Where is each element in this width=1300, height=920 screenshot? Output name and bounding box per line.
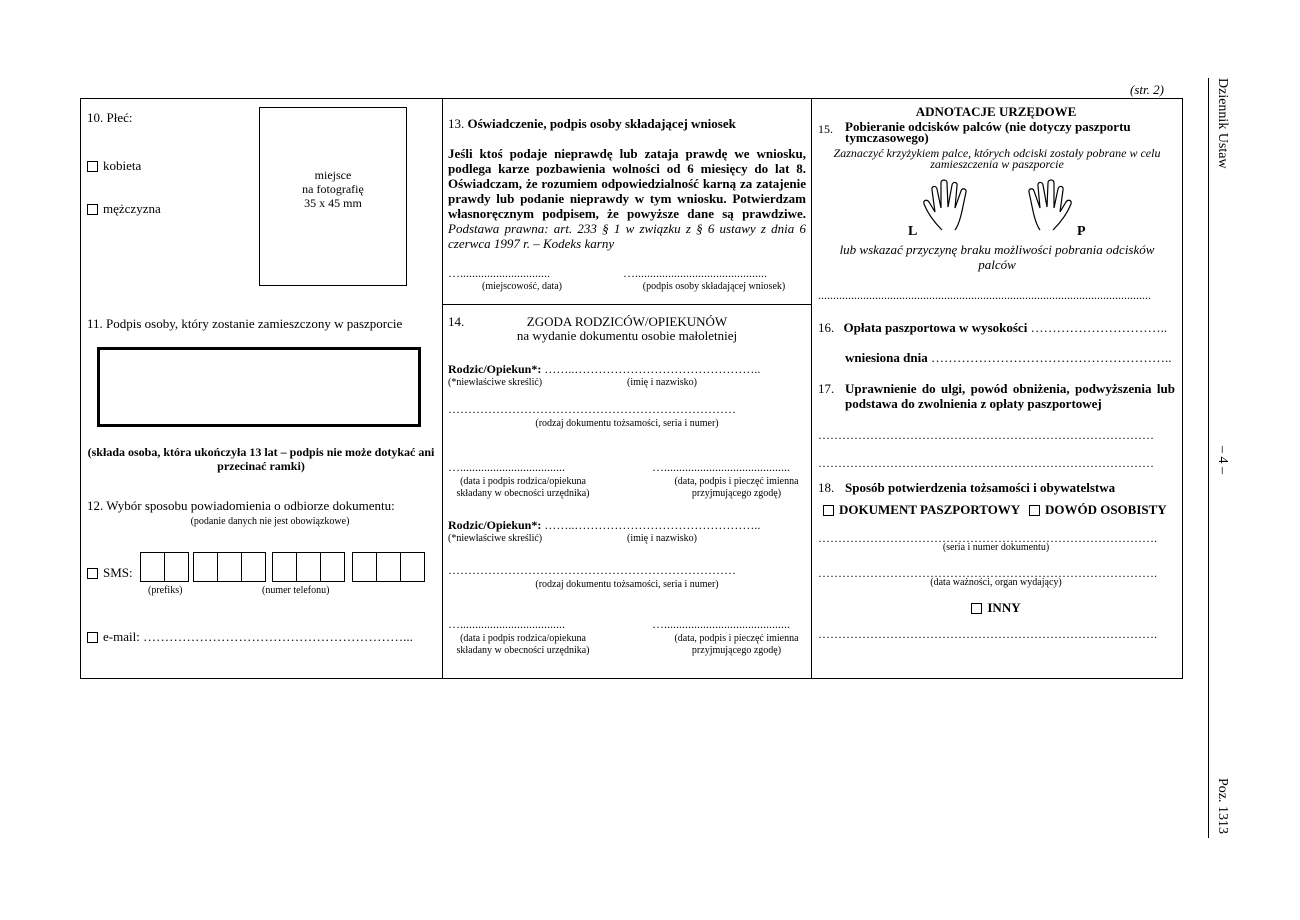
s14-subtitle: na wydanie dokumentu osobie małoletniej <box>516 328 738 343</box>
checkbox-icon[interactable] <box>1029 505 1040 516</box>
s18-validity-dots[interactable]: …………………………………………………………………………. <box>818 566 1157 580</box>
prefix-label: (prefiks) <box>148 585 183 596</box>
column-divider-1 <box>442 98 443 678</box>
s12-title: 12. Wybór sposobu powiadomienia o odbiorze dokumentu: <box>87 498 395 513</box>
s13-number: 13. <box>448 116 465 131</box>
s18-options <box>823 502 1167 517</box>
passport-option[interactable] <box>823 502 1020 517</box>
s18-serial-label: (seria i numer dokumentu) <box>942 542 1050 553</box>
side-rule <box>1208 78 1209 838</box>
phone-label: (numer telefonu) <box>262 585 330 596</box>
s12-subtitle: (podanie danych nie jest obowiązkowe) <box>190 516 350 527</box>
s17-dots-2[interactable]: ………………………………………………………………………… <box>818 456 1154 470</box>
s13-title: Oświadczenie, podpis osoby składającej wniosek <box>467 116 736 131</box>
parent2-row[interactable] <box>448 518 760 532</box>
s18-title: Sposób potwierdzenia tożsamości i obywatelstwa <box>845 480 1116 495</box>
s18-number: 18. <box>818 480 835 495</box>
email-label: e-mail: ……………………………………………………... <box>103 629 413 644</box>
parent1-doc-dots[interactable]: ……………………………………………………………… <box>448 402 736 416</box>
phone-cell[interactable] <box>241 552 266 582</box>
s13-header <box>448 116 736 131</box>
s16-paid-label: wniesiona dnia <box>845 350 928 365</box>
parent1-name-label: (imię i nazwisko) <box>627 377 697 388</box>
parent2-strike-note: (*niewłaściwe skreślić) <box>448 533 543 544</box>
parent2-doc-dots[interactable]: ……………………………………………………………… <box>448 563 736 577</box>
phone-cell[interactable] <box>320 552 345 582</box>
checkbox-icon[interactable] <box>87 568 98 579</box>
other-option-label: INNY <box>987 600 1021 615</box>
s10-title: 10. Płeć: <box>87 110 133 125</box>
parent1-sig-dots[interactable]: …................................... <box>448 460 565 474</box>
id-card-option-label: DOWÓD OSOBISTY <box>1044 502 1167 517</box>
id-card-option[interactable] <box>1029 502 1167 517</box>
parent1-strike-note: (*niewłaściwe skreślić) <box>448 377 543 388</box>
s15-instruction: Zaznaczyć krzyżykiem palce, których odciski zostały pobrane w celu zamieszczenia w paszporcie <box>833 146 1161 171</box>
email-option[interactable] <box>87 629 413 644</box>
s15-number: 15. <box>818 122 833 136</box>
s17-number: 17. <box>818 381 835 396</box>
photo-box <box>259 107 407 286</box>
parent2-clerk-label: (data, podpis i pieczęć imienna przyjmującego zgodę) <box>674 633 799 656</box>
phone-cell[interactable] <box>352 552 377 582</box>
s17-title: Uprawnienie do ulgi, powód obniżenia, podwyższenia lub podstawa do zwolnienia z opłaty paszportowej <box>845 381 1175 411</box>
s18-other-dots[interactable]: …………………………………………………………………………. <box>818 627 1157 641</box>
admin-title: ADNOTACJE URZĘDOWE <box>915 104 1077 119</box>
left-hand-label: L <box>908 224 918 239</box>
s16-fee-row[interactable] <box>818 320 1167 335</box>
s15-reason-dots[interactable]: ............................................................................................................... <box>818 288 1151 302</box>
s10-option-male[interactable] <box>87 201 161 216</box>
s17-dots-1[interactable]: ………………………………………………………………………… <box>818 428 1154 442</box>
s16-number: 16. <box>818 320 835 335</box>
s15-title: Pobieranie odcisków palców (nie dotyczy paszportu tymczasowego) <box>845 119 1131 145</box>
phone-cell[interactable] <box>217 552 242 582</box>
s10-option-male-label: mężczyzna <box>103 201 161 216</box>
checkbox-icon[interactable] <box>971 603 982 614</box>
signature-frame[interactable] <box>97 347 421 427</box>
s16-fee-dots: ………………………….. <box>1030 320 1168 335</box>
s18-serial-dots[interactable]: …………………………………………………………………………. <box>818 531 1157 545</box>
parent1-clerk-label: (data, podpis i pieczęć imienna przyjmującego zgodę) <box>674 476 799 499</box>
checkbox-icon[interactable] <box>87 161 98 172</box>
s13-s14-divider <box>442 304 811 305</box>
s15-reason: lub wskazać przyczynę braku możliwości pobrania odcisków palców <box>839 242 1155 272</box>
page-number: (str. 2) <box>1130 82 1164 97</box>
side-page-number: – 4 – <box>1215 446 1230 474</box>
passport-option-label: DOKUMENT PASZPORTOWY <box>839 502 1020 517</box>
parent2-label: Rodzic/Opiekun*: <box>448 518 542 532</box>
phone-cell[interactable] <box>296 552 321 582</box>
phone-cell[interactable] <box>193 552 218 582</box>
phone-cell[interactable] <box>272 552 297 582</box>
s13-bold-text: Jeśli ktoś podaje nieprawdę lub zataja prawdę we wniosku, podlega karze pozbawienia wolności od 6 miesięcy do lat 8. Oświadczam, że rozumiem odpowiedzialność karną za zatajenie prawdy lub podanie nieprawdy w tym wniosku. Potwierdzam własnoręcznym podpisem, że powyższe dane są prawdziwe. <box>448 146 806 221</box>
s11-note: (składa osoba, która ukończyła 13 lat – podpis nie może dotykać ani przecinać ramki) <box>87 445 435 473</box>
s13-place-date-dots[interactable]: ….............................. <box>448 266 550 280</box>
parent1-sig-label: (data i podpis rodzica/opiekuna składany w obecności urzędnika) <box>456 476 590 499</box>
s14-number: 14. <box>448 314 465 329</box>
column-divider-2 <box>811 98 812 678</box>
checkbox-icon[interactable] <box>823 505 834 516</box>
parent2-sig-dots[interactable]: …................................... <box>448 617 565 631</box>
s13-signature-dots[interactable]: …............................................ <box>623 266 767 280</box>
parent1-row[interactable] <box>448 362 760 376</box>
phone-cell[interactable] <box>140 552 165 582</box>
other-option[interactable] <box>812 600 1180 615</box>
parent2-sig-label: (data i podpis rodzica/opiekuna składany w obecności urzędnika) <box>456 633 590 656</box>
sms-label: SMS: <box>103 565 133 580</box>
side-position: Poz. 1313 <box>1215 778 1230 834</box>
phone-cell[interactable] <box>400 552 425 582</box>
checkbox-icon[interactable] <box>87 632 98 643</box>
s13-statement <box>448 146 806 251</box>
parent1-dots: ……..……………………………………….. <box>544 362 761 376</box>
s16-paid-dots: ……………………………………………….. <box>930 350 1172 365</box>
photo-line-2: na fotografię <box>302 182 364 196</box>
s13-signature-label: (podpis osoby składającej wniosek) <box>642 281 786 292</box>
parent1-clerk-dots[interactable]: ….......................................... <box>652 460 790 474</box>
s13-legal-basis: Podstawa prawna: art. 233 § 1 w związku z § 6 ustawy z dnia 6 czerwca 1997 r. – Kodeks karny <box>448 221 806 251</box>
s11-title: 11. Podpis osoby, który zostanie zamieszczony w paszporcie <box>87 316 403 331</box>
sms-option[interactable] <box>87 565 133 580</box>
checkbox-icon[interactable] <box>87 204 98 215</box>
parent1-label: Rodzic/Opiekun*: <box>448 362 542 376</box>
parent2-doc-label: (rodzaj dokumentu tożsamości, seria i numer) <box>535 579 719 590</box>
s16-paid-row[interactable] <box>845 350 1171 365</box>
parent2-dots: ……..……………………………………….. <box>544 518 761 532</box>
photo-line-1: miejsce <box>314 168 352 182</box>
phone-cell[interactable] <box>164 552 189 582</box>
side-journal-title: Dziennik Ustaw <box>1215 78 1230 169</box>
photo-line-3: 35 x 45 mm <box>304 196 362 210</box>
s16-fee-label: Opłata paszportowa w wysokości <box>843 320 1028 335</box>
s18-validity-label: (data ważności, organ wydający) <box>930 577 1062 588</box>
s10-option-female[interactable] <box>87 158 141 173</box>
parent1-doc-label: (rodzaj dokumentu tożsamości, seria i numer) <box>535 418 719 429</box>
s14-title: ZGODA RODZICÓW/OPIEKUNÓW <box>526 314 728 329</box>
parent2-clerk-dots[interactable]: ….......................................... <box>652 617 790 631</box>
parent2-name-label: (imię i nazwisko) <box>627 533 697 544</box>
s10-option-female-label: kobieta <box>103 158 142 173</box>
right-hand-label: P <box>1077 224 1086 239</box>
phone-cell[interactable] <box>376 552 401 582</box>
hands-icon[interactable] <box>920 178 1075 238</box>
s13-place-date-label: (miejscowość, data) <box>482 281 562 292</box>
